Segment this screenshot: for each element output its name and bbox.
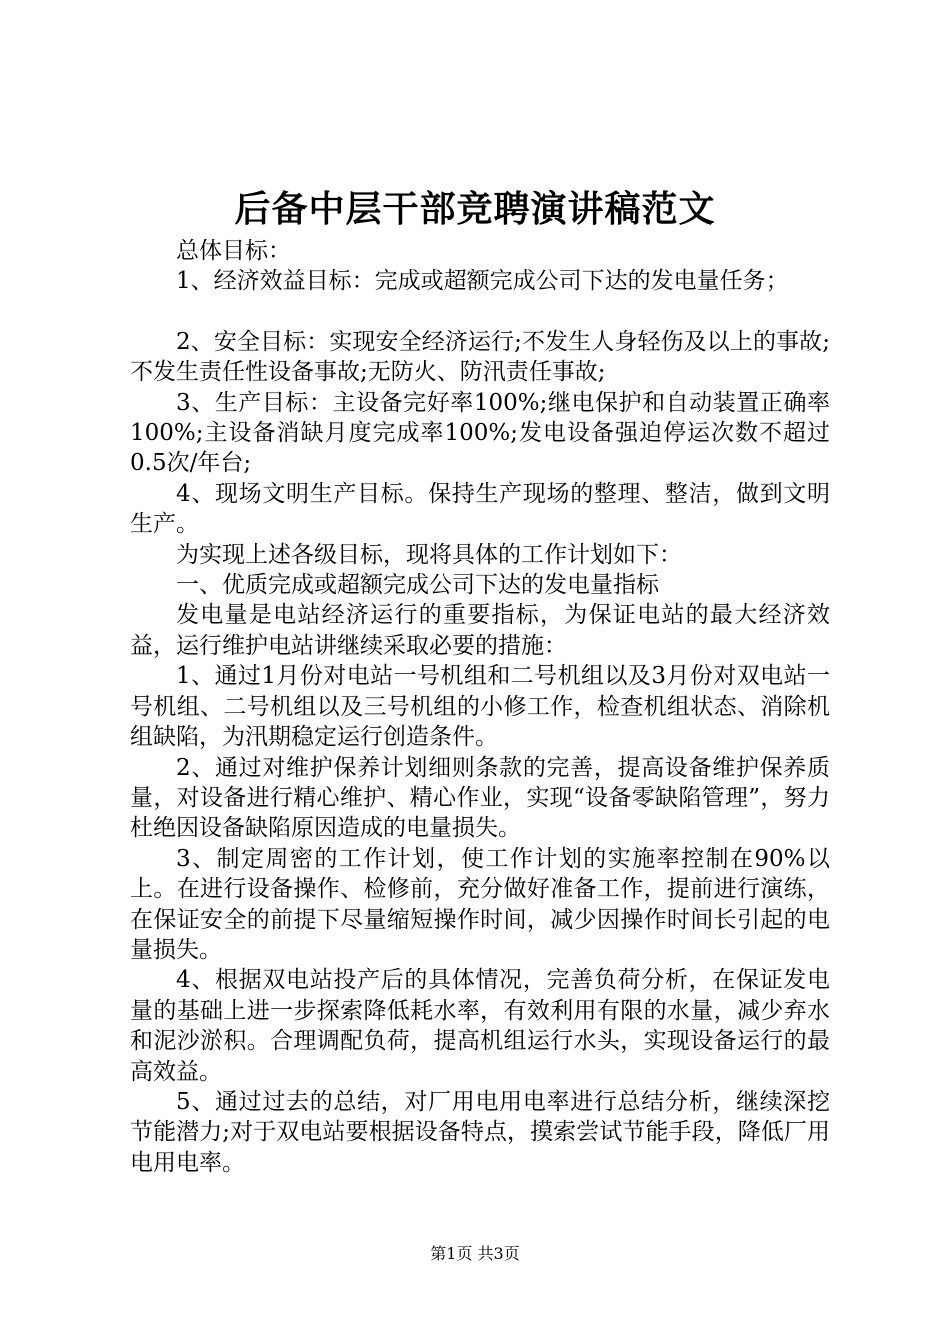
document-body bbox=[130, 236, 830, 1178]
paragraph-measure-5: 5、通过过去的总结，对厂用电用电率进行总结分析，继续深挖节能潜力;对于双电站要根据设备特点，摸索尝试节能手段，降低厂用电用电率。 bbox=[130, 1088, 830, 1176]
paragraph-section-heading-1: 一、优质完成或超额完成公司下达的发电量指标 bbox=[176, 572, 659, 599]
paragraph-safety-goal: 2、安全目标：实现安全经济运行;不发生人身轻伤及以上的事故;不发生责任性设备事故;无防火、防汛责任事故; bbox=[130, 328, 830, 386]
paragraph-civilized-production-goal: 4、现场文明生产目标。保持生产现场的整理、整洁，做到文明生产。 bbox=[130, 480, 830, 538]
blank-line bbox=[130, 297, 830, 327]
paragraph-overall-goal: 总体目标： bbox=[176, 238, 291, 264]
page-number-footer: 第1页 共3页 bbox=[430, 1244, 520, 1263]
paragraph-measure-3: 3、制定周密的工作计划，使工作计划的实施率控制在90%以上。在进行设备操作、检修前，充分做好准备工作，提前进行演练，在保证安全的前提下尽量缩短操作时间，减少因操作时间长引起的电量损失。 bbox=[130, 845, 830, 963]
paragraph-measure-1: 1、通过1月份对电站一号机组和二号机组以及3月份对双电站一号机组、二号机组以及三号机组的小修工作，检查机组状态、消除机组缺陷，为汛期稳定运行创造条件。 bbox=[130, 663, 830, 751]
paragraph-power-generation: 发电量是电站经济运行的重要指标，为保证电站的最大经济效益，运行维护电站讲继续采取必要的措施： bbox=[130, 602, 830, 659]
paragraph-plan-intro: 为实现上述各级目标，现将具体的工作计划如下： bbox=[176, 541, 682, 568]
document-title: 后备中层干部竞聘演讲稿范文 bbox=[234, 188, 716, 230]
paragraph-economic-goal: 1、经济效益目标：完成或超额完成公司下达的发电量任务； bbox=[176, 268, 789, 295]
paragraph-measure-4: 4、根据双电站投产后的具体情况，完善负荷分析，在保证发电量的基础上进一步探索降低耗水率，有效利用有限的水量，减少弃水和泥沙淤积。合理调配负荷，提高机组运行水头，实现设备运行的最高效益。 bbox=[130, 967, 830, 1085]
paragraph-measure-2: 2、通过对维护保养计划细则条款的完善，提高设备维护保养质量，对设备进行精心维护、精心作业，实现“设备零缺陷管理”，努力杜绝因设备缺陷原因造成的电量损失。 bbox=[130, 754, 830, 842]
paragraph-production-goal: 3、生产目标：主设备完好率100%;继电保护和自动装置正确率100%;主设备消缺月度完成率100%;发电设备强迫停运次数不超过0.5次/年台; bbox=[130, 389, 830, 477]
